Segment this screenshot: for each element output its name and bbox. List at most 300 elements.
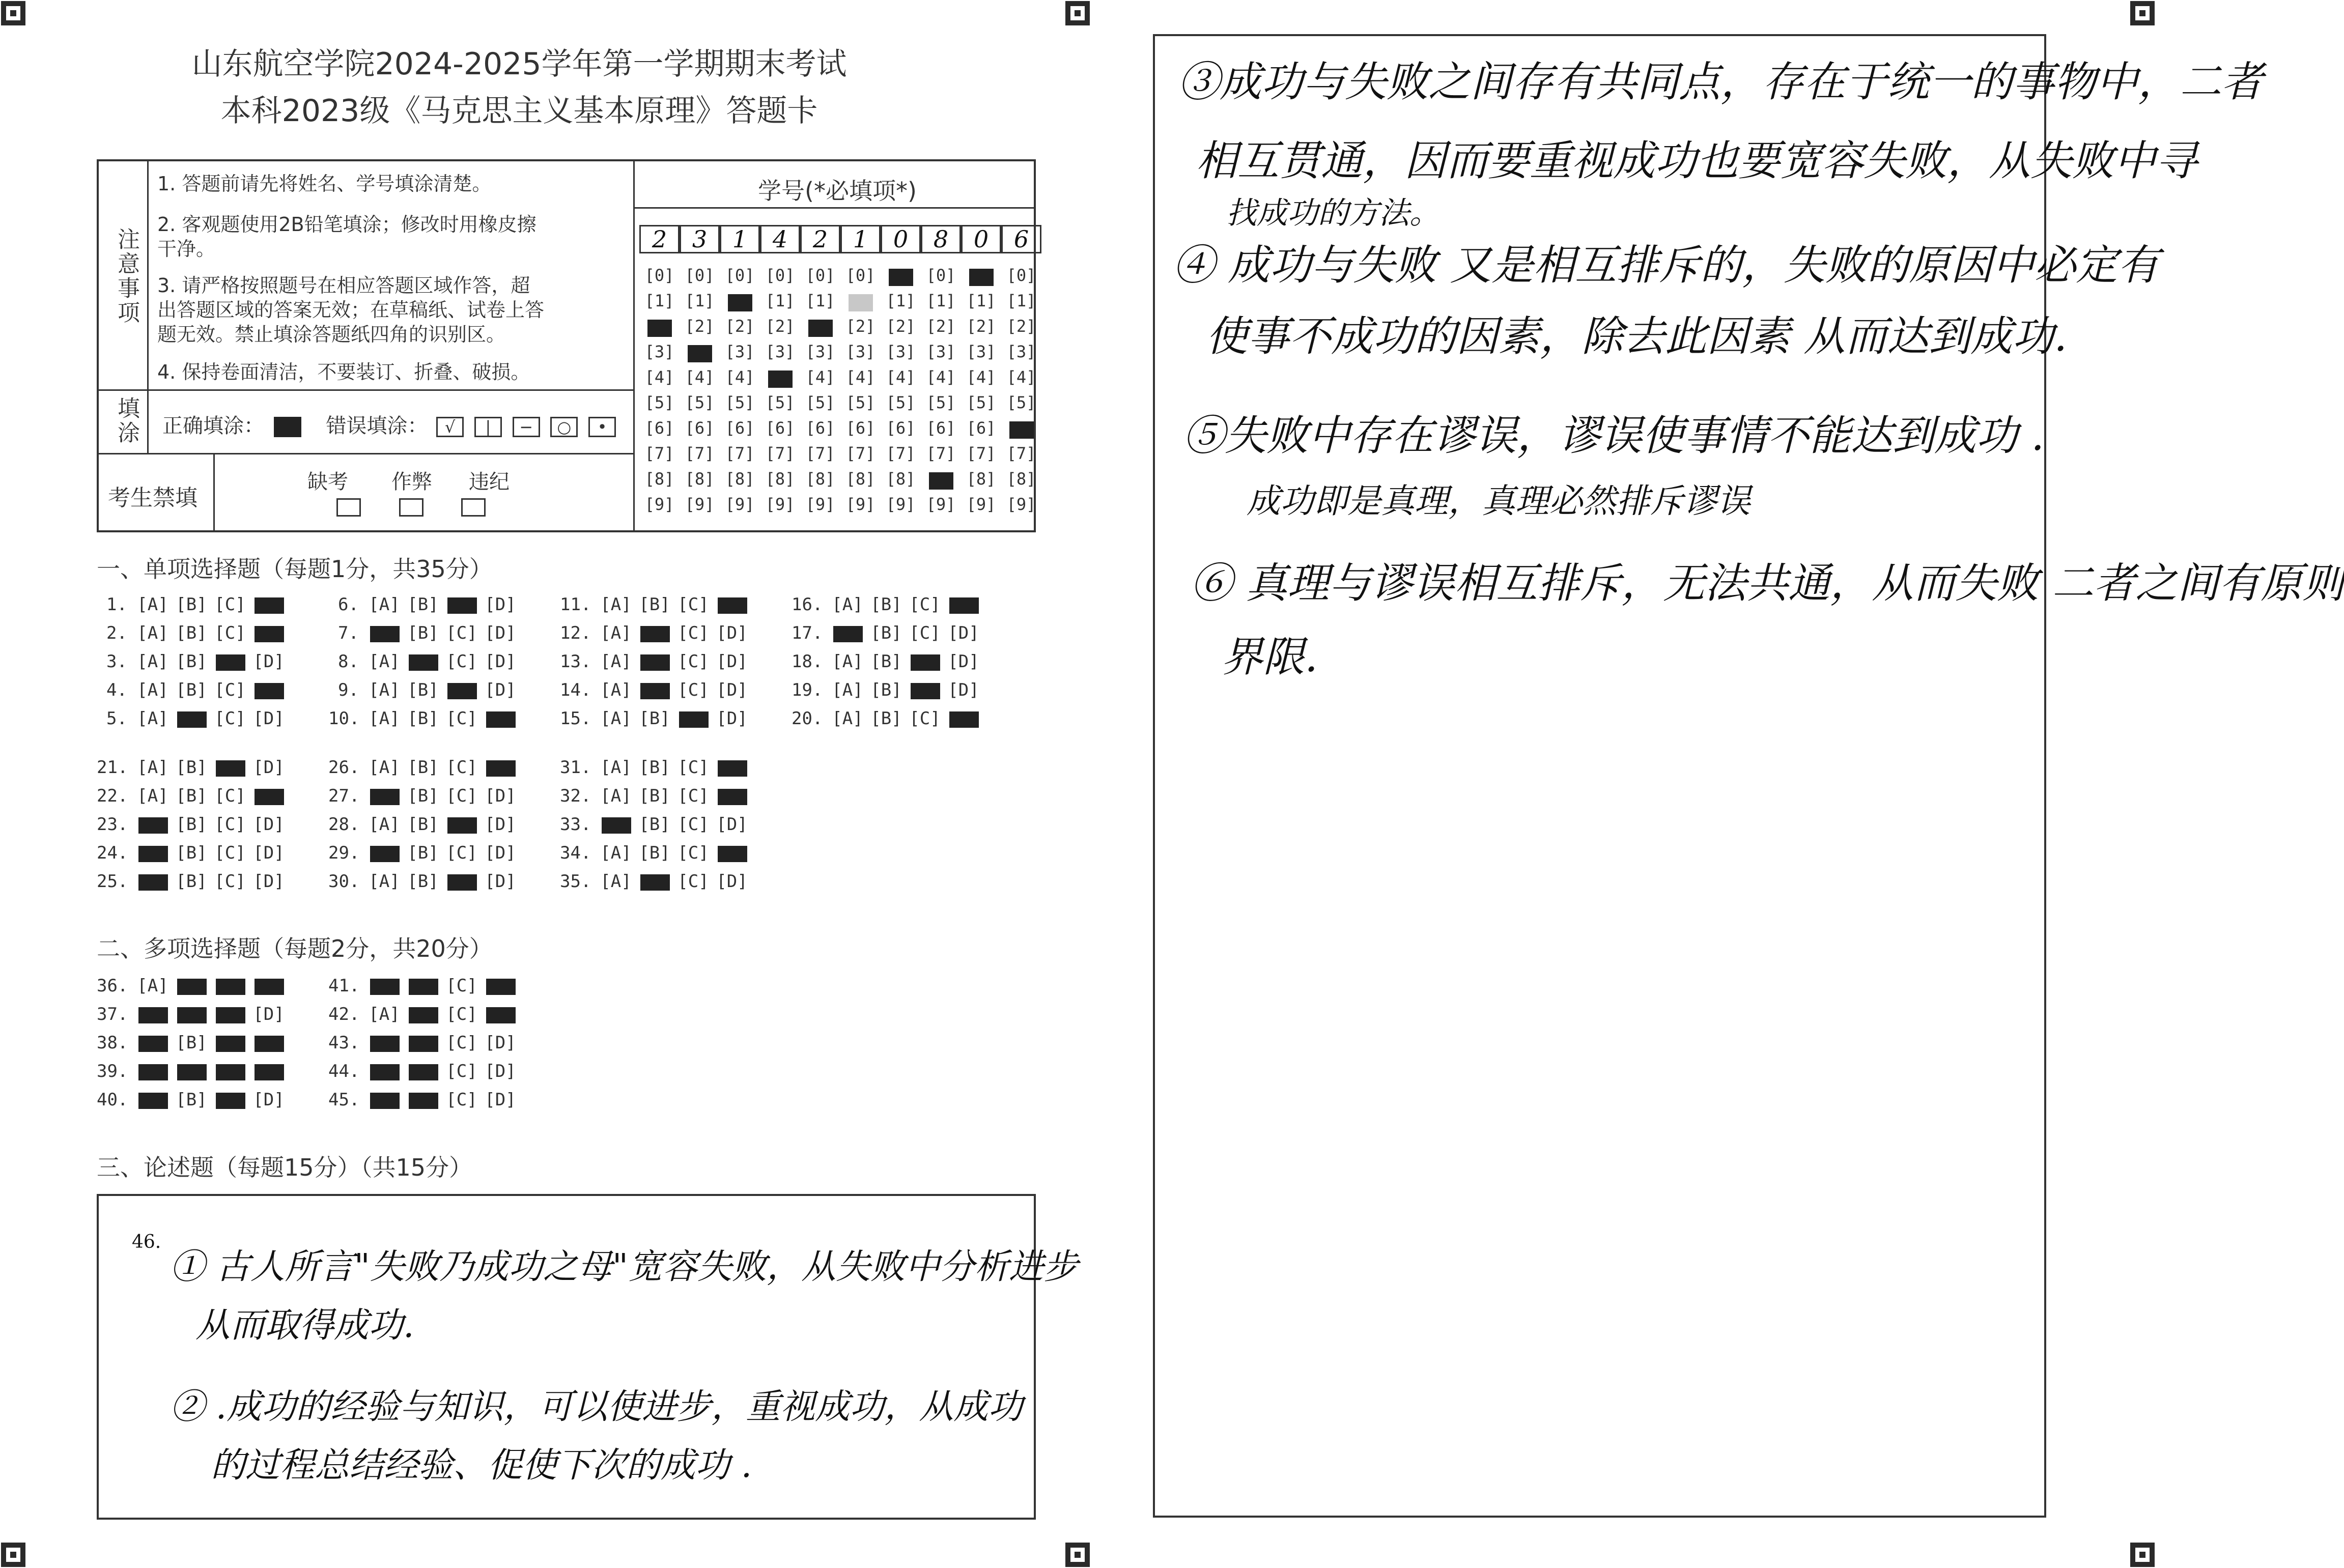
student-id-bubble[interactable]: [5] [926,393,956,412]
option-bubble-a[interactable]: [A] [600,651,632,672]
option-bubble-d[interactable]: [D] [716,623,748,643]
student-id-bubble[interactable]: [4] [725,367,755,387]
option-bubble-b[interactable]: [B] [407,786,439,806]
student-id-bubble[interactable]: [8] [725,469,755,489]
student-id-bubble[interactable]: [5] [805,393,835,412]
option-bubble-c[interactable]: [C] [909,708,941,729]
student-id-digit-cell[interactable]: 2 [639,225,680,253]
student-id-bubble[interactable]: [1] [765,291,795,310]
student-id-bubble[interactable]: [0] [845,266,876,285]
option-bubble-a[interactable]: [A] [369,757,400,778]
option-bubble-b[interactable]: [B] [176,843,207,863]
option-bubble-c[interactable]: [C] [677,623,709,643]
option-bubble-a[interactable] [133,1061,172,1081]
student-id-bubble[interactable]: [6] [725,418,755,438]
student-id-digit-cell[interactable]: 6 [1001,225,1041,253]
student-id-bubble[interactable]: [8] [1006,469,1036,489]
student-id-bubble[interactable]: [3] [805,342,835,361]
option-bubble-d[interactable]: [D] [716,651,748,672]
student-id-digit-cell[interactable]: 0 [961,225,1001,253]
student-id-bubble[interactable]: [3] [845,342,876,361]
option-bubble-a[interactable]: [A] [137,680,168,700]
student-id-bubble[interactable]: [9] [644,495,674,514]
option-bubble-d[interactable]: [D] [253,814,285,835]
student-id-bubble[interactable]: [2] [926,317,956,336]
option-bubble-c[interactable] [211,1033,249,1053]
student-id-bubble[interactable] [961,266,1001,285]
option-bubble-d[interactable] [249,594,288,615]
option-bubble-d[interactable]: [D] [253,1004,285,1024]
option-bubble-a[interactable]: [A] [137,623,168,643]
option-bubble-d[interactable] [249,623,288,643]
student-id-bubble[interactable]: [4] [685,367,715,387]
student-id-bubble[interactable] [720,291,760,310]
forbidden-absent-box[interactable] [336,498,361,517]
student-id-bubble[interactable]: [1] [886,291,916,310]
option-bubble-a[interactable]: [A] [600,843,632,863]
option-bubble-d[interactable] [481,976,520,996]
student-id-bubble[interactable]: [9] [1006,495,1036,514]
option-bubble-b[interactable]: [B] [176,651,207,672]
option-bubble-c[interactable]: [C] [214,708,246,729]
option-bubble-b[interactable] [404,1061,442,1081]
student-id-bubble[interactable]: [2] [966,317,996,336]
option-bubble-d[interactable]: [D] [485,651,516,672]
option-bubble-a[interactable] [597,814,635,835]
student-id-bubble[interactable]: [8] [966,469,996,489]
student-id-bubble[interactable]: [8] [805,469,835,489]
student-id-bubble[interactable]: [7] [644,444,674,463]
option-bubble-b[interactable]: [B] [176,1033,207,1053]
option-bubble-a[interactable]: [A] [137,976,168,996]
option-bubble-c[interactable]: [C] [446,708,477,729]
essay-answer-box-right[interactable] [1153,34,2344,1518]
option-bubble-c[interactable]: [C] [214,843,246,863]
option-bubble-d[interactable] [249,1033,288,1053]
option-bubble-a[interactable]: [A] [600,871,632,892]
option-bubble-c[interactable]: [C] [446,843,477,863]
student-id-bubble[interactable]: [0] [644,266,674,285]
option-bubble-d[interactable] [249,976,288,996]
option-bubble-d[interactable] [481,1004,520,1024]
option-bubble-d[interactable]: [D] [716,871,748,892]
student-id-bubble[interactable]: [5] [644,393,674,412]
option-bubble-b[interactable]: [B] [870,680,902,700]
student-id-bubble[interactable]: [3] [966,342,996,361]
option-bubble-b[interactable]: [B] [407,708,439,729]
student-id-bubble[interactable] [881,266,921,285]
option-bubble-b[interactable]: [B] [870,708,902,729]
student-id-bubble[interactable]: [5] [845,393,876,412]
student-id-bubble[interactable]: [4] [926,367,956,387]
student-id-bubble[interactable] [639,317,680,336]
option-bubble-b[interactable]: [B] [176,814,207,835]
option-bubble-c[interactable] [906,680,944,700]
option-bubble-d[interactable]: [D] [485,680,516,700]
option-bubble-b[interactable]: [B] [870,623,902,643]
student-id-bubble[interactable]: [1] [926,291,956,310]
student-id-bubble[interactable]: [7] [765,444,795,463]
option-bubble-d[interactable] [944,708,983,729]
option-bubble-d[interactable] [713,757,751,778]
option-bubble-c[interactable] [211,651,249,672]
option-bubble-c[interactable]: [C] [909,623,941,643]
forbidden-cheat-box[interactable] [399,498,423,517]
option-bubble-d[interactable]: [D] [948,651,979,672]
option-bubble-b[interactable] [172,1061,211,1081]
option-bubble-c[interactable] [211,757,249,778]
student-id-bubble[interactable]: [3] [765,342,795,361]
option-bubble-a[interactable]: [A] [137,708,168,729]
student-id-bubble[interactable]: [3] [1006,342,1036,361]
option-bubble-b[interactable]: [B] [176,680,207,700]
option-bubble-a[interactable] [365,976,404,996]
option-bubble-a[interactable] [133,1004,172,1024]
option-bubble-b[interactable]: [B] [176,594,207,615]
student-id-digit-cell[interactable]: 2 [800,225,840,253]
student-id-bubble[interactable]: [0] [1006,266,1036,285]
student-id-digit-cell[interactable]: 0 [881,225,921,253]
option-bubble-c[interactable]: [C] [214,594,246,615]
option-bubble-a[interactable]: [A] [369,680,400,700]
option-bubble-c[interactable]: [C] [446,1061,477,1081]
student-id-bubble[interactable]: [7] [725,444,755,463]
student-id-bubble[interactable]: [3] [644,342,674,361]
option-bubble-c[interactable]: [C] [677,843,709,863]
student-id-bubble[interactable]: [9] [886,495,916,514]
option-bubble-d[interactable]: [D] [716,680,748,700]
option-bubble-c[interactable]: [C] [446,976,477,996]
option-bubble-b[interactable]: [B] [870,651,902,672]
student-id-digit-cell[interactable]: 8 [921,225,961,253]
option-bubble-b[interactable]: [B] [176,1090,207,1110]
student-id-bubble[interactable]: [5] [1006,393,1036,412]
option-bubble-d[interactable]: [D] [253,843,285,863]
option-bubble-d[interactable]: [D] [485,1090,516,1110]
option-bubble-d[interactable] [713,594,751,615]
option-bubble-a[interactable]: [A] [600,757,632,778]
option-bubble-c[interactable] [906,651,944,672]
option-bubble-a[interactable]: [A] [369,871,400,892]
option-bubble-c[interactable]: [C] [214,871,246,892]
option-bubble-c[interactable]: [C] [677,871,709,892]
option-bubble-d[interactable]: [D] [948,623,979,643]
student-id-bubble[interactable]: [1] [644,291,674,310]
option-bubble-d[interactable]: [D] [485,1033,516,1053]
option-bubble-c[interactable]: [C] [446,623,477,643]
student-id-bubble[interactable]: [7] [926,444,956,463]
option-bubble-a[interactable]: [A] [137,786,168,806]
option-bubble-a[interactable]: [A] [137,757,168,778]
option-bubble-b[interactable]: [B] [176,757,207,778]
option-bubble-c[interactable] [442,680,481,700]
option-bubble-a[interactable] [133,1033,172,1053]
student-id-bubble[interactable]: [2] [1006,317,1036,336]
student-id-bubble[interactable] [1001,418,1041,438]
student-id-bubble[interactable]: [1] [685,291,715,310]
student-id-bubble[interactable]: [0] [685,266,715,285]
option-bubble-a[interactable] [365,1090,404,1110]
option-bubble-b[interactable]: [B] [639,786,670,806]
option-bubble-d[interactable]: [D] [716,708,748,729]
option-bubble-a[interactable]: [A] [137,651,168,672]
student-id-bubble[interactable]: [0] [805,266,835,285]
option-bubble-b[interactable] [404,976,442,996]
student-id-bubble[interactable]: [6] [845,418,876,438]
option-bubble-b[interactable] [172,976,211,996]
option-bubble-a[interactable]: [A] [369,708,400,729]
student-id-bubble[interactable]: [0] [765,266,795,285]
student-id-bubble[interactable]: [7] [845,444,876,463]
student-id-bubble[interactable]: [2] [845,317,876,336]
option-bubble-d[interactable]: [D] [485,594,516,615]
option-bubble-c[interactable]: [C] [446,786,477,806]
option-bubble-b[interactable]: [B] [870,594,902,615]
student-id-bubble[interactable]: [1] [805,291,835,310]
option-bubble-c[interactable]: [C] [677,786,709,806]
student-id-bubble[interactable]: [6] [805,418,835,438]
student-id-bubble[interactable]: [4] [966,367,996,387]
option-bubble-d[interactable] [481,757,520,778]
option-bubble-a[interactable]: [A] [369,1004,400,1024]
option-bubble-b[interactable]: [B] [176,623,207,643]
option-bubble-c[interactable]: [C] [446,1090,477,1110]
student-id-bubble[interactable]: [7] [685,444,715,463]
option-bubble-c[interactable]: [C] [446,1004,477,1024]
student-id-bubble[interactable]: [4] [1006,367,1036,387]
option-bubble-b[interactable]: [B] [407,843,439,863]
student-id-bubble[interactable] [921,469,961,489]
option-bubble-d[interactable] [713,843,751,863]
student-id-bubble[interactable]: [5] [966,393,996,412]
option-bubble-c[interactable]: [C] [214,623,246,643]
option-bubble-d[interactable]: [D] [253,871,285,892]
option-bubble-c[interactable] [442,594,481,615]
student-id-bubble[interactable]: [5] [685,393,715,412]
option-bubble-a[interactable]: [A] [137,594,168,615]
option-bubble-c[interactable]: [C] [677,814,709,835]
notice-item: 1. 答题前请先将姓名、学号填涂清楚。 [157,173,492,195]
student-id-bubble[interactable]: [9] [765,495,795,514]
option-bubble-b[interactable]: [B] [407,680,439,700]
option-bubble-a[interactable]: [A] [832,708,863,729]
option-bubble-b[interactable] [635,651,674,672]
option-bubble-b[interactable] [635,871,674,892]
option-bubble-c[interactable]: [C] [677,680,709,700]
option-bubble-c[interactable]: [C] [446,1033,477,1053]
option-bubble-a[interactable]: [A] [832,680,863,700]
option-bubble-b[interactable] [404,1090,442,1110]
option-bubble-d[interactable]: [D] [253,757,285,778]
option-bubble-d[interactable] [249,1061,288,1081]
option-bubble-b[interactable] [635,623,674,643]
student-id-digit-cell[interactable]: 3 [680,225,720,253]
option-bubble-c[interactable]: [C] [677,651,709,672]
option-bubble-c[interactable] [211,1090,249,1110]
student-id-bubble[interactable]: [6] [926,418,956,438]
option-bubble-b[interactable] [172,708,211,729]
student-id-bubble[interactable] [840,291,881,310]
option-bubble-d[interactable]: [D] [253,1090,285,1110]
student-id-bubble[interactable]: [6] [685,418,715,438]
option-bubble-a[interactable]: [A] [600,786,632,806]
option-bubble-a[interactable]: [A] [600,594,632,615]
option-bubble-d[interactable]: [D] [253,708,285,729]
option-bubble-a[interactable] [365,1033,404,1053]
option-bubble-c[interactable] [211,1061,249,1081]
option-bubble-a[interactable]: [A] [369,814,400,835]
student-id-bubble[interactable]: [8] [886,469,916,489]
option-bubble-c[interactable] [674,708,713,729]
question-row [97,1090,288,1110]
option-bubble-a[interactable]: [A] [832,594,863,615]
option-bubble-a[interactable] [133,814,172,835]
option-bubble-d[interactable]: [D] [485,786,516,806]
option-bubble-b[interactable]: [B] [407,623,439,643]
student-id-bubble[interactable]: [7] [886,444,916,463]
option-bubble-a[interactable] [365,1061,404,1081]
option-bubble-d[interactable] [713,786,751,806]
student-id-digit-cell[interactable]: 1 [720,225,760,253]
student-id-bubble[interactable]: [7] [1006,444,1036,463]
student-id-bubble[interactable]: [0] [725,266,755,285]
student-id-bubble[interactable]: [0] [926,266,956,285]
student-id-bubble[interactable]: [1] [966,291,996,310]
option-bubble-c[interactable]: [C] [677,757,709,778]
student-id-bubble[interactable]: [3] [886,342,916,361]
option-bubble-a[interactable] [133,843,172,863]
option-bubble-c[interactable] [442,871,481,892]
student-id-bubble[interactable]: [4] [644,367,674,387]
student-id-bubble[interactable]: [7] [805,444,835,463]
option-bubble-d[interactable]: [D] [948,680,979,700]
student-id-bubble[interactable] [760,367,800,387]
option-bubble-b[interactable] [635,680,674,700]
student-id-bubble[interactable] [800,317,840,336]
option-bubble-b[interactable]: [B] [176,786,207,806]
option-bubble-d[interactable]: [D] [485,623,516,643]
student-id-bubble[interactable]: [8] [845,469,876,489]
option-bubble-c[interactable]: [C] [909,594,941,615]
student-id-bubble[interactable]: [4] [845,367,876,387]
student-id-bubble[interactable]: [1] [1006,291,1036,310]
option-bubble-a[interactable] [133,871,172,892]
option-bubble-c[interactable]: [C] [214,786,246,806]
student-id-bubble[interactable]: [6] [966,418,996,438]
essay-answer-box-left[interactable] [97,1194,1079,1520]
option-bubble-c[interactable]: [C] [214,814,246,835]
divider [99,453,633,454]
option-bubble-d[interactable] [249,786,288,806]
student-id-bubble[interactable]: [6] [886,418,916,438]
student-id-bubble[interactable]: [3] [725,342,755,361]
question-row [328,843,520,863]
option-bubble-b[interactable]: [B] [407,757,439,778]
option-bubble-b[interactable]: [B] [407,814,439,835]
forbidden-violation-box[interactable] [461,498,486,517]
option-bubble-b[interactable]: [B] [407,594,439,615]
option-bubble-a[interactable] [365,786,404,806]
option-bubble-c[interactable]: [C] [446,757,477,778]
option-bubble-b[interactable] [172,1004,211,1024]
student-id-bubble[interactable]: [3] [926,342,956,361]
option-bubble-c[interactable] [211,1004,249,1024]
option-bubble-a[interactable]: [A] [600,623,632,643]
option-bubble-c[interactable] [442,814,481,835]
option-bubble-a[interactable]: [A] [369,651,400,672]
student-id-digit-cell[interactable]: 4 [760,225,800,253]
option-bubble-a[interactable] [828,623,867,643]
option-bubble-b[interactable] [404,1004,442,1024]
option-bubble-a[interactable] [365,623,404,643]
student-id-bubble[interactable]: [9] [725,495,755,514]
student-id-bubble[interactable]: [5] [725,393,755,412]
student-id-bubble[interactable] [680,342,720,361]
student-id-bubble[interactable]: [6] [765,418,795,438]
option-bubble-b[interactable]: [B] [639,594,670,615]
option-bubble-b[interactable]: [B] [639,843,670,863]
option-bubble-d[interactable]: [D] [716,814,748,835]
student-id-digit-cell[interactable]: 1 [840,225,881,253]
student-id-bubble[interactable]: [2] [765,317,795,336]
option-bubble-c[interactable]: [C] [446,651,477,672]
student-id-bubble[interactable]: [5] [886,393,916,412]
student-id-bubble[interactable]: [8] [644,469,674,489]
student-id-bubble[interactable]: [9] [845,495,876,514]
student-id-bubble[interactable]: [2] [886,317,916,336]
option-bubble-c[interactable] [211,976,249,996]
option-bubble-b[interactable]: [B] [176,871,207,892]
option-bubble-d[interactable]: [D] [253,651,285,672]
option-bubble-d[interactable] [944,594,983,615]
option-bubble-a[interactable]: [A] [369,594,400,615]
student-id-bubble[interactable]: [7] [966,444,996,463]
option-bubble-a[interactable]: [A] [600,680,632,700]
option-bubble-b[interactable] [404,1033,442,1053]
student-id-bubble[interactable]: [6] [644,418,674,438]
option-bubble-d[interactable]: [D] [485,843,516,863]
option-bubble-a[interactable]: [A] [832,651,863,672]
option-bubble-b[interactable] [404,651,442,672]
option-bubble-d[interactable]: [D] [485,814,516,835]
option-bubble-b[interactable]: [B] [639,757,670,778]
student-id-bubble[interactable]: [4] [886,367,916,387]
student-id-bubble[interactable]: [2] [725,317,755,336]
option-bubble-a[interactable] [133,1090,172,1110]
option-bubble-c[interactable]: [C] [677,594,709,615]
option-bubble-a[interactable] [365,843,404,863]
student-id-bubble[interactable]: [8] [685,469,715,489]
option-bubble-a[interactable]: [A] [600,708,632,729]
option-bubble-d[interactable]: [D] [485,1061,516,1081]
option-bubble-b[interactable]: [B] [407,871,439,892]
student-id-bubble[interactable]: [9] [685,495,715,514]
option-bubble-b[interactable]: [B] [639,708,670,729]
student-id-bubble[interactable]: [9] [805,495,835,514]
student-id-bubble[interactable]: [9] [966,495,996,514]
option-bubble-c[interactable]: [C] [214,680,246,700]
student-id-bubble[interactable]: [9] [926,495,956,514]
corner-marker-bottom-center [1065,1543,1090,1567]
student-id-bubble[interactable]: [8] [765,469,795,489]
option-bubble-d[interactable] [249,680,288,700]
student-id-bubble[interactable]: [2] [685,317,715,336]
student-id-bubble[interactable]: [5] [765,393,795,412]
student-id-bubble[interactable]: [4] [805,367,835,387]
option-bubble-b[interactable]: [B] [639,814,670,835]
option-bubble-d[interactable] [481,708,520,729]
option-bubble-d[interactable]: [D] [485,871,516,892]
